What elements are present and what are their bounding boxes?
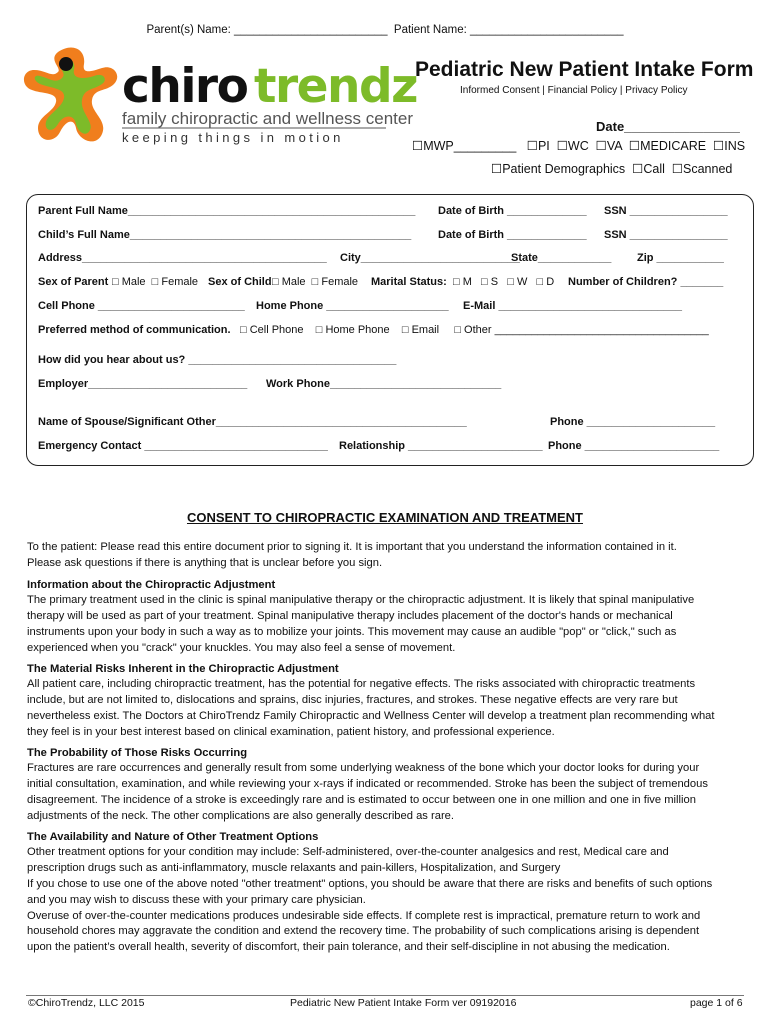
marital-status-label: Marital Status: — [371, 276, 447, 288]
work-phone-field[interactable]: Work Phone____________________________ — [266, 378, 502, 390]
city-field[interactable]: City__________________________ — [340, 252, 520, 264]
email-field[interactable]: E-Mail ______________________________ — [463, 300, 682, 312]
body-line: Other treatment options for your condition may include: Self-administered, over-the-counter analgesics and rest, Medical care and — [27, 846, 669, 859]
body-line: and you may wish to discuss these with your primary care physician. — [27, 893, 366, 906]
cell-phone-field[interactable]: Cell Phone ________________________ — [38, 300, 245, 312]
spouse-phone-field[interactable]: Phone _____________________ — [550, 416, 716, 428]
brand-trendz-text: trendz — [254, 59, 417, 114]
body-line: All patient care, including chiropractic treatment, has the potential for negative effects. The risks associated with chiropractic treatments — [27, 678, 696, 691]
parent-ssn-field[interactable]: SSN ________________ — [604, 205, 728, 217]
preferred-communication-label: Preferred method of communication. — [38, 324, 231, 336]
consent-body — [27, 540, 749, 956]
state-field[interactable]: State____________ — [511, 252, 612, 264]
footer-page-number: page 1 of 6 — [690, 997, 743, 1009]
body-line: prescription drugs such as anti-inflammatory, muscle relaxants and pain-killers, Hospitalization, and Surgery — [27, 862, 561, 875]
child-full-name-field[interactable]: Child’s Full Name______________________________________________ — [38, 229, 412, 241]
date-field[interactable]: Date________________ — [596, 119, 740, 134]
body-line: upon the patient’s overall health, severity of discomfort, their pain tolerance, and their self-discipline in not abusing the medication. — [27, 941, 670, 954]
footer-form-version: Pediatric New Patient Intake Form ver 09192016 — [290, 997, 517, 1009]
zip-field[interactable]: Zip ___________ — [637, 252, 724, 264]
emergency-phone-field[interactable]: Phone ______________________ — [548, 440, 720, 452]
address-field[interactable]: Address________________________________________ — [38, 252, 327, 264]
intro-line: To the patient: Please read this entire document prior to signing it. It is important that you understand the information contained in it. — [27, 541, 677, 553]
section-heading: The Probability of Those Risks Occurring — [27, 746, 248, 759]
home-phone-field[interactable]: Home Phone ____________________ — [256, 300, 449, 312]
employer-field[interactable]: Employer__________________________ — [38, 378, 248, 390]
emergency-contact-field[interactable]: Emergency Contact ______________________________ — [38, 440, 328, 452]
body-line: therapy will be used as part of your treatment. Spinal manipulative therapy includes placement of the doctor's hands or mechanical — [27, 610, 673, 623]
chirotrendz-logo — [18, 42, 417, 172]
body-line: The primary treatment used in the clinic is spinal manipulative therapy or the chiropractic adjustment. It is likely that spinal manipulative — [27, 594, 695, 607]
section-heading: The Availability and Nature of Other Treatment Options — [27, 830, 319, 843]
footer-divider — [26, 995, 744, 996]
brand-chiro-text: chiro — [122, 59, 248, 114]
body-line: they feel is in your best interest based on clinical examination, patient history, and professional experience. — [27, 725, 555, 738]
body-line: experienced when you "crack" your knuckles. You may also feel a sense of movement. — [27, 641, 456, 654]
sex-child-options[interactable]: □ Male □ Female — [272, 276, 359, 288]
parent-full-name-field[interactable]: Parent Full Name_______________________________________________ — [38, 205, 416, 217]
preferred-communication-options[interactable]: □ Cell Phone □ Home Phone □ Email □ Other ___________________________________ — [240, 324, 709, 336]
number-of-children-field[interactable]: Number of Children? _______ — [568, 276, 724, 288]
relationship-field[interactable]: Relationship ______________________ — [339, 440, 543, 452]
sex-parent-options[interactable]: □ Male □ Female — [112, 276, 199, 288]
child-ssn-field[interactable]: SSN ________________ — [604, 229, 728, 241]
sex-child-label: Sex of Child — [208, 276, 272, 288]
brand-tagline: keeping things in motion — [122, 130, 344, 145]
figure-icon — [24, 48, 117, 142]
body-line: household chores may aggravate the condition and extend the recovery time. The probability of such complications arising is dependent — [27, 925, 700, 938]
office-checkboxes-row1[interactable]: ☐MWP_________ ☐PI ☐WC ☐VA ☐MEDICARE ☐INS — [412, 139, 746, 153]
office-checkboxes-row2[interactable]: ☐Patient Demographics ☐Call ☐Scanned — [491, 162, 733, 176]
intro-line: Please ask questions if there is anything that is unclear before you sign. — [27, 556, 383, 569]
brand-subtitle: family chiropractic and wellness center — [122, 109, 414, 128]
sex-parent-label: Sex of Parent — [38, 276, 109, 288]
body-line: instruments upon your body in such a way as to mobilize your joints. This movement may cause an audible "pop" or "click," such as — [27, 625, 677, 638]
parent-patient-name-line: Parent(s) Name: ________________________ Patient Name: ________________________ — [146, 24, 624, 36]
how-did-you-hear-field[interactable]: How did you hear about us? __________________________________ — [38, 354, 397, 366]
parent-dob-field[interactable]: Date of Birth _____________ — [438, 205, 587, 217]
body-line: Fractures are rare occurrences and generally result from some underlying weakness of the bone which your doctor looks for during your — [27, 762, 700, 775]
form-subtitle: Informed Consent | Financial Policy | Privacy Policy — [460, 85, 688, 96]
marital-status-options[interactable]: □ M □ S □ W □ D — [453, 276, 555, 288]
body-line: initial consultation, examination, and while reviewing your x-rays if indicated or recommended. Stroke has been the subject of tremendous — [27, 778, 708, 791]
body-line: include, but are not limited to, dislocations and sprains, disc injuries, fractures, and strokes. These negative effects are very rare but — [27, 694, 678, 707]
body-line: Overuse of over-the-counter medications produces undesirable side effects. If complete rest is impractical, premature return to work and — [27, 909, 701, 922]
body-line: adjustments of the neck. The other complications are also generally described as rare. — [27, 809, 455, 822]
body-line: nevertheless exist. The Doctors at ChiroTrendz Family Chiropractic and Wellness Center will develop a treatment plan recommending what — [27, 709, 715, 722]
consent-heading: CONSENT TO CHIROPRACTIC EXAMINATION AND TREATMENT — [186, 510, 583, 525]
body-line: disagreement. The incidence of a stroke is exceedingly rare and is estimated to occur between one in one million and one in five million — [27, 793, 696, 806]
footer-copyright: ©ChiroTrendz, LLC 2015 — [28, 997, 145, 1009]
section-heading: The Material Risks Inherent in the Chiropractic Adjustment — [27, 662, 339, 675]
form-title: Pediatric New Patient Intake Form — [415, 58, 754, 81]
body-line: If you chose to use one of the above noted "other treatment" options, you should be aware that there are risks and benefits of such options — [27, 877, 713, 890]
spouse-name-field[interactable]: Name of Spouse/Significant Other_________________________________________ — [38, 416, 467, 428]
section-heading: Information about the Chiropractic Adjustment — [27, 578, 276, 591]
child-dob-field[interactable]: Date of Birth _____________ — [438, 229, 587, 241]
